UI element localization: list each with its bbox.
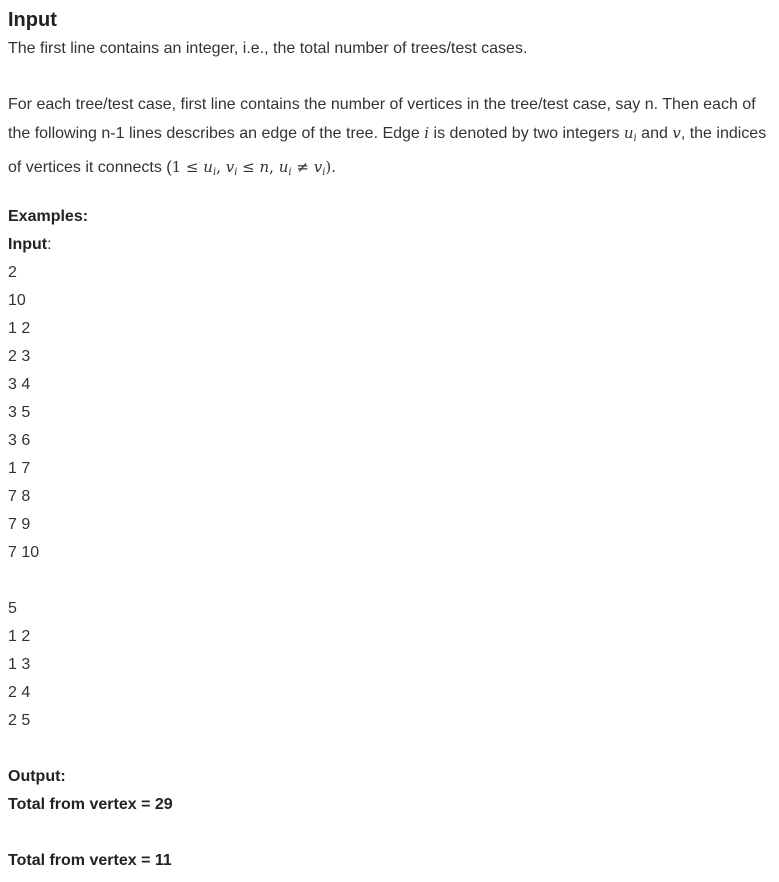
- input-line: 1 7: [8, 460, 31, 477]
- input-line: 2 5: [8, 712, 31, 729]
- desc-text-1: For each tree/test case, first line contains the number of vertices in the tree/test case, say n. Then each of the following n-1 lines describes an edge of the tree. Edge: [8, 96, 756, 142]
- constraint-var: n: [259, 158, 270, 176]
- output-result-1: Total from vertex = 29: [8, 796, 173, 813]
- constraint-part: 1 ≤: [171, 158, 204, 176]
- input-line: 2 4: [8, 684, 31, 701]
- output-label: Output:: [8, 768, 66, 785]
- input-line: 1 2: [8, 628, 31, 645]
- input-line: 1 2: [8, 320, 31, 337]
- desc-text-2: is denoted by two integers: [429, 125, 624, 142]
- input-line: 3 4: [8, 376, 31, 393]
- section-heading: Input: [8, 9, 57, 31]
- constraint-part: ).: [325, 158, 337, 176]
- constraint-var: v: [225, 158, 235, 176]
- input-line: 7 9: [8, 516, 31, 533]
- math-edge-index: i: [424, 124, 430, 142]
- input-line: 7 10: [8, 544, 40, 561]
- input-line: 7 8: [8, 488, 31, 505]
- constraint-var: v: [313, 158, 323, 176]
- input-line: [8, 567, 39, 595]
- test-case-description: [8, 91, 768, 187]
- desc-text-3: and: [636, 125, 673, 142]
- desc-text-4: , the indices of vertices it connects (: [8, 125, 767, 176]
- input-lines: [8, 259, 39, 735]
- input-line: 2 3: [8, 348, 31, 365]
- constraint-part: ≤: [237, 158, 260, 176]
- constraint-part: ≠: [291, 158, 314, 176]
- first-line-description: The first line contains an integer, i.e., the total number of trees/test cases.: [8, 40, 528, 57]
- input-line: 1 3: [8, 656, 31, 673]
- input-line: 3 5: [8, 404, 31, 421]
- input-line: 3 6: [8, 432, 31, 449]
- constraint-part: ,: [216, 158, 226, 176]
- input-label-text: Input: [8, 236, 48, 253]
- constraint-var: u: [203, 158, 213, 176]
- input-line: 10: [8, 292, 26, 309]
- input-line: 5: [8, 600, 17, 617]
- constraint-subscript: i: [288, 167, 292, 178]
- math-v: v: [672, 124, 681, 142]
- output-result-2: Total from vertex = 11: [8, 852, 172, 869]
- input-line: 2: [8, 264, 17, 281]
- math-u-subscript: i: [633, 133, 637, 144]
- constraint-part: ,: [269, 158, 279, 176]
- constraint-expression: [172, 158, 336, 176]
- constraint-var: u: [278, 158, 289, 176]
- constraint-subscript: i: [212, 167, 217, 178]
- input-label: [8, 231, 52, 259]
- math-u: u: [623, 124, 634, 142]
- constraint-subscript: i: [234, 167, 238, 178]
- examples-label: Examples:: [8, 208, 89, 225]
- input-label-colon: :: [47, 236, 52, 253]
- constraint-subscript: i: [322, 167, 326, 178]
